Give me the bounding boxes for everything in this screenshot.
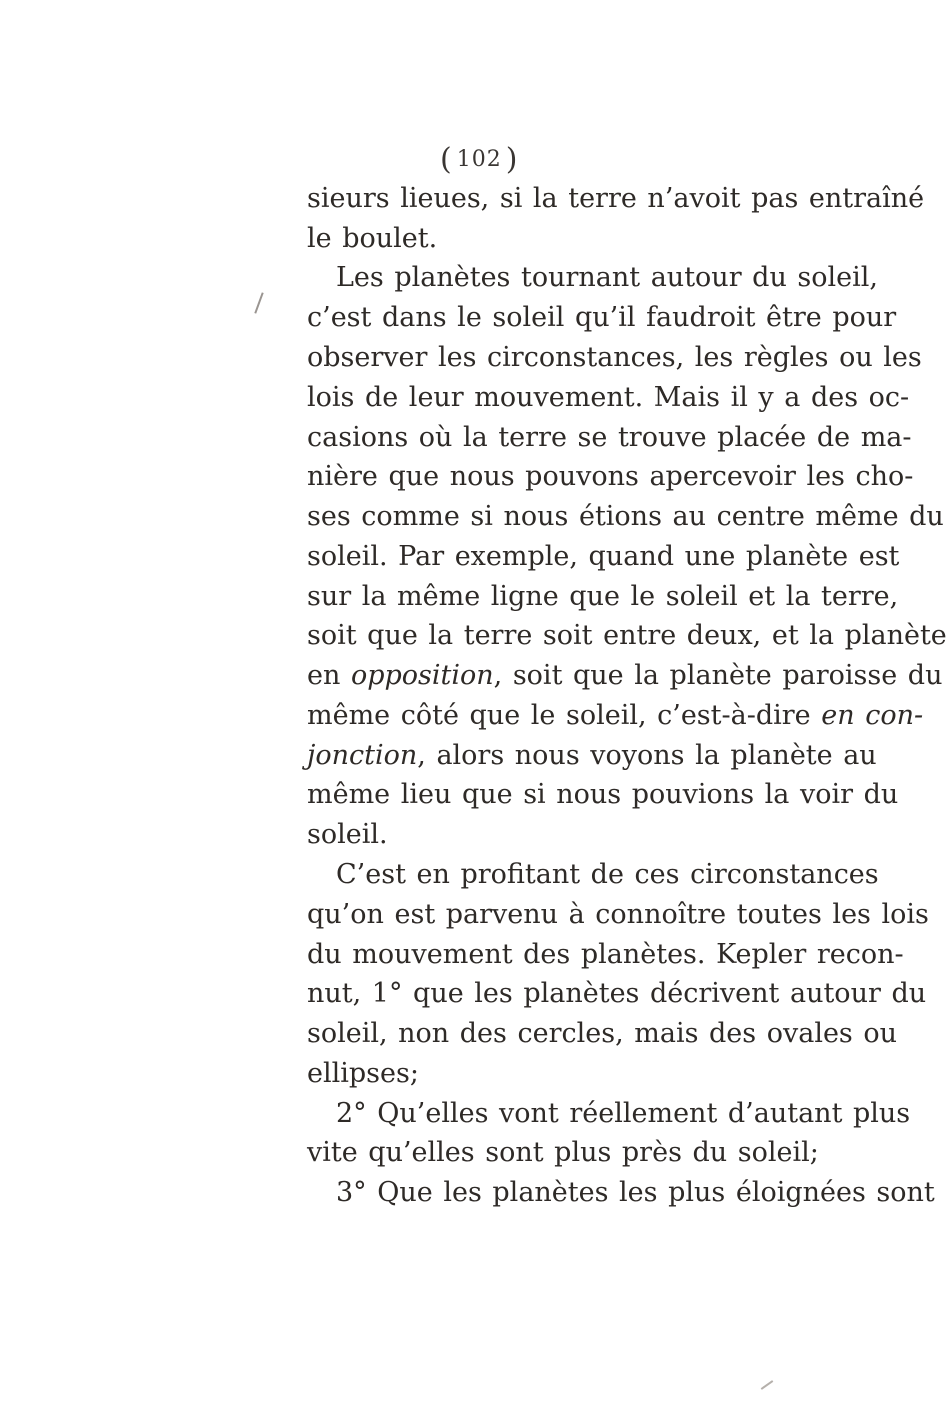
term-conjonction-end: jonction: [307, 740, 418, 771]
text-line-18: C’est en profitant de ces circonstances: [336, 859, 879, 890]
text-line-7: casions où la terre se trouve placée de ma-: [307, 422, 912, 453]
text-line-23: ellipses;: [307, 1058, 419, 1089]
text-line-1: sieurs lieues, si la terre n’avoit pas entraîné: [307, 183, 925, 214]
corner-pencil-mark: [761, 1380, 774, 1390]
text-line-8: nière que nous pouvons apercevoir les cho-: [307, 461, 914, 492]
text-line-3: Les planètes tournant autour du soleil,: [336, 262, 879, 293]
text-line-5: observer les circonstances, les règles ou les: [307, 342, 922, 373]
text-line-24: 2° Qu’elles vont réellement d’autant plus: [336, 1098, 911, 1129]
text-line-26: 3° Que les planètes les plus éloignées sont: [336, 1177, 935, 1208]
text-line-2: le boulet.: [307, 223, 438, 254]
page-number: ( 102 ): [440, 142, 519, 177]
text-line-11: sur la même ligne que le soleil et la terre,: [307, 581, 899, 612]
text-line-9: ses comme si nous étions au centre même du: [307, 501, 944, 532]
term-opposition: opposition: [350, 660, 494, 691]
text-line-13: en opposition, soit que la planète paroisse du: [307, 660, 943, 691]
term-conjonction-start: en con-: [821, 700, 924, 731]
text-line-21: nut, 1° que les planètes décrivent autour du: [307, 978, 927, 1009]
text-line-25: vite qu’elles sont plus près du soleil;: [307, 1137, 819, 1168]
text-line-12: soit que la terre soit entre deux, et la planète: [307, 620, 947, 651]
text-line-6: lois de leur mouvement. Mais il y a des oc-: [307, 382, 910, 413]
text-line-14: même côté que le soleil, c’est-à-dire en con-: [307, 700, 924, 731]
text-line-16: même lieu que si nous pouvions la voir du: [307, 779, 899, 810]
text-line-17: soleil.: [307, 819, 388, 850]
text-line-4: c’est dans le soleil qu’il faudroit être pour: [307, 302, 897, 333]
text-line-20: du mouvement des planètes. Kepler recon-: [307, 939, 904, 970]
margin-pencil-mark: [254, 292, 263, 313]
text-line-22: soleil, non des cercles, mais des ovales ou: [307, 1018, 898, 1049]
page-number-value: 102: [456, 147, 502, 172]
text-line-19: qu’on est parvenu à connoître toutes les lois: [307, 899, 929, 930]
text-line-10: soleil. Par exemple, quand une planète est: [307, 541, 900, 572]
text-line-15: jonction, alors nous voyons la planète au: [307, 740, 877, 771]
